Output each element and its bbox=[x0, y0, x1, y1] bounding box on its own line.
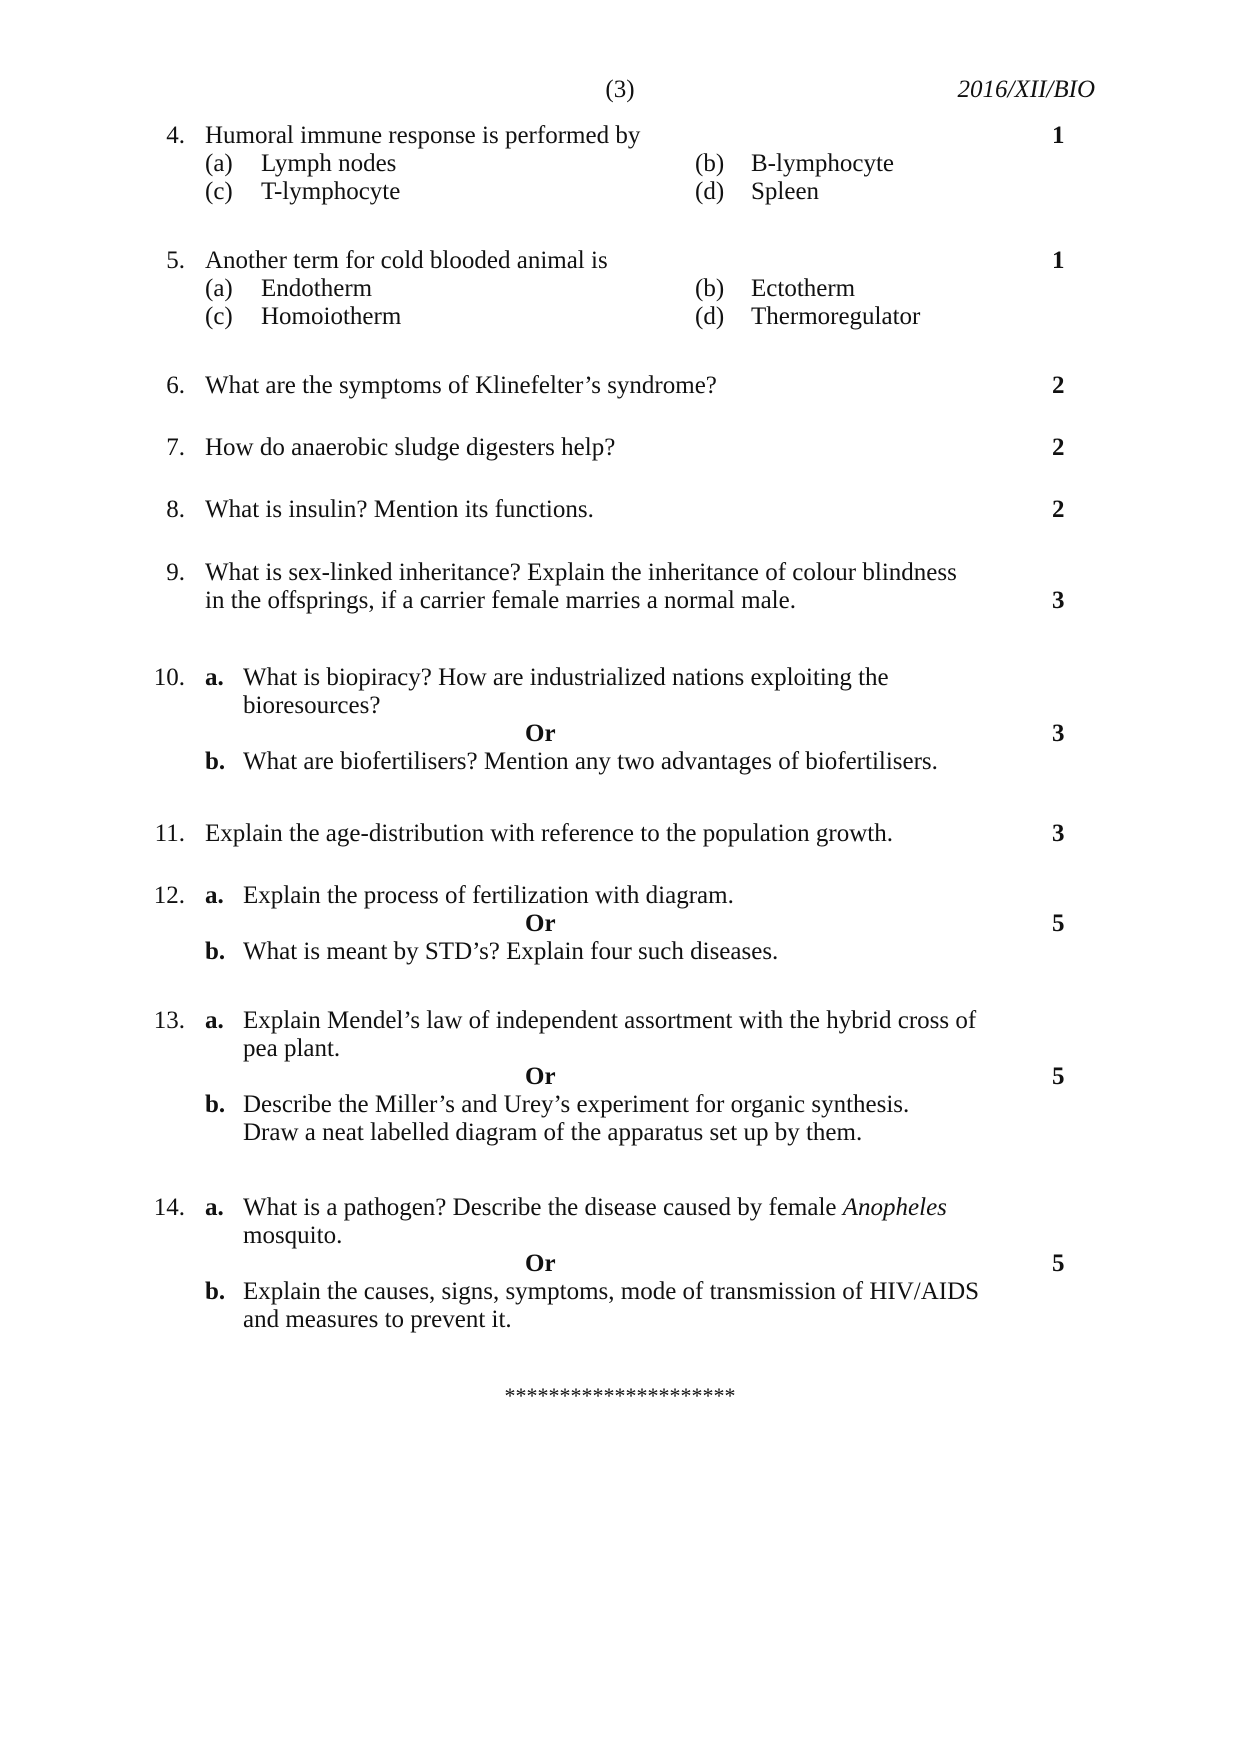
question-marks: 2 bbox=[1052, 372, 1065, 399]
option-b: (b) B-lymphocyte bbox=[695, 150, 895, 177]
question-marks: 5 bbox=[1052, 1063, 1065, 1090]
option-c: (c) T-lymphocyte bbox=[205, 178, 401, 205]
or-separator: Or bbox=[525, 1063, 556, 1090]
question-number: 5. bbox=[166, 247, 185, 274]
option-a: (a) Lymph nodes bbox=[205, 150, 397, 177]
question-text: Another term for cold blooded animal is bbox=[205, 247, 608, 274]
question-text-line-1: What is sex-linked inheritance? Explain the inheritance of colour blindness bbox=[205, 559, 957, 586]
question-number: 11. bbox=[154, 820, 185, 847]
or-separator: Or bbox=[525, 720, 556, 747]
option-d: (d) Thermoregulator bbox=[695, 303, 921, 330]
option-b: (b) Ectotherm bbox=[695, 275, 856, 302]
question-marks: 3 bbox=[1052, 720, 1065, 747]
species-name: Anopheles bbox=[842, 1194, 947, 1221]
option-d: (d) Spleen bbox=[695, 178, 820, 205]
question-marks: 5 bbox=[1052, 910, 1065, 937]
question-number: 7. bbox=[166, 434, 185, 461]
question-number: 9. bbox=[166, 559, 185, 586]
exam-page: (3) 2016/XII/BIO 4. Humoral immune response is performed by 1 (a) Lymph nodes (b) B-lymphocyte (c) T-lymphocyte (d) Spleen 5. Another term for cold blooded animal is 1 (a) Endotherm (b) Ectotherm (c) Homoiotherm (d) Thermoregulator 6. What are the symptoms of Klinefelter’s syndrome? 2 7. How do anaerobic sludge digesters help? 2 8. What is insulin? Mention its functions. 2 9. What is sex-linked inheritance? Explain the inheritance of colour blindness in the offsprings, if a carrier female marries a normal male. 3 10. a. What is biopiracy? How are industrialized nations exploiting the bioresources? Or 3 b. What are biofertilisers? Mention any two advantages of biofertilisers. 11. Explain the age-distribution with reference to the population growth. 3 12. a. Explain the process of fertilization with diagram. Or 5 b. What is meant by STD’s? Explain four such diseases. 13. a. Explain Mendel’s law of independent assortment with the hybrid cross of pea plant. Or 5 b. Describe the Miller’s and Urey’s experiment for organic synthesis. Draw a neat labelled diagram of the apparatus set up by them. 14. a. What is a pathogen? Describe the disease caused by female Anopheles mosquito. Or 5 b. Explain the causes, signs, symptoms, mode of transmission of HIV/AIDS and measures to prevent it. ********************* bbox=[0, 0, 1240, 1755]
question-number: 4. bbox=[166, 122, 185, 149]
question-number: 12. bbox=[153, 882, 185, 909]
paper-code: 2016/XII/BIO bbox=[957, 76, 1095, 103]
question-text: Explain the age-distribution with reference to the population growth. bbox=[205, 820, 894, 847]
question-text: What are the symptoms of Klinefelter’s syndrome? bbox=[205, 372, 717, 399]
question-text: What is insulin? Mention its functions. bbox=[205, 496, 594, 523]
question-marks: 2 bbox=[1052, 434, 1065, 461]
question-number: 8. bbox=[166, 496, 185, 523]
question-number: 13. bbox=[153, 1007, 185, 1034]
option-c: (c) Homoiotherm bbox=[205, 303, 402, 330]
question-marks: 5 bbox=[1052, 1250, 1065, 1277]
question-marks: 3 bbox=[1052, 587, 1065, 614]
question-text: Humoral immune response is performed by bbox=[205, 122, 641, 149]
question-number: 14. bbox=[153, 1194, 185, 1221]
page-number: (3) bbox=[605, 76, 635, 103]
question-marks: 1 bbox=[1052, 122, 1065, 149]
option-a: (a) Endotherm bbox=[205, 275, 373, 302]
question-text-line-2: in the offsprings, if a carrier female marries a normal male. bbox=[205, 587, 796, 614]
question-number: 10. bbox=[153, 664, 185, 691]
question-number: 6. bbox=[166, 372, 185, 399]
or-separator: Or bbox=[525, 910, 556, 937]
end-of-paper-marker: ********************* bbox=[504, 1383, 736, 1408]
question-text: How do anaerobic sludge digesters help? bbox=[205, 434, 616, 461]
question-marks: 2 bbox=[1052, 496, 1065, 523]
question-marks: 1 bbox=[1052, 247, 1065, 274]
or-separator: Or bbox=[525, 1250, 556, 1277]
question-marks: 3 bbox=[1052, 820, 1065, 847]
